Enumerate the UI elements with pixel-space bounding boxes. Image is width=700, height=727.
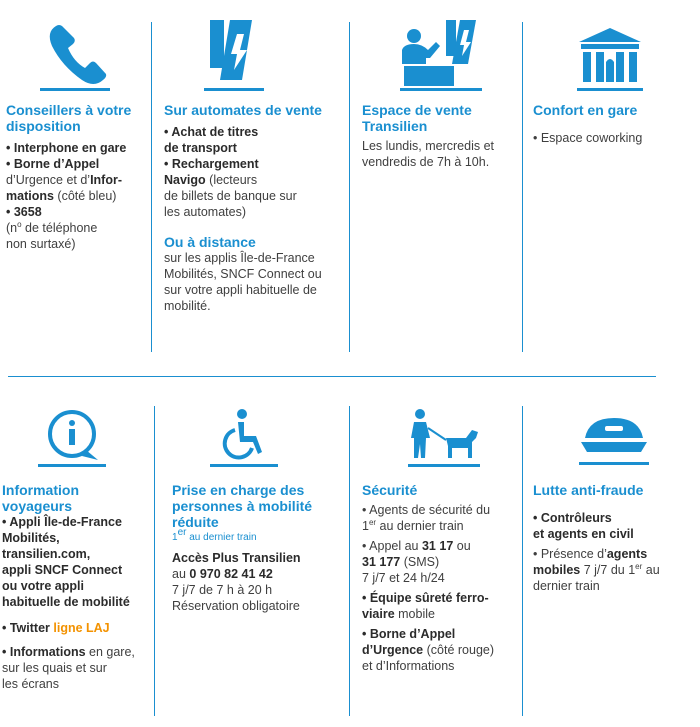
securite-title: Sécurité — [362, 482, 418, 498]
espace-title: Espace de vente Transilien — [362, 102, 472, 134]
pmr-subtitle: 1er au dernier train — [172, 526, 257, 543]
ticket-desk-icon — [400, 20, 482, 92]
separator-bottom-2 — [349, 406, 350, 716]
automates-automates: les automates) — [164, 205, 246, 219]
conseillers-borne-detail-2: mations (côté bleu) — [6, 189, 117, 203]
espace-line-2: vendredis de 7h à 10h. — [362, 155, 490, 169]
conseillers-surtaxe: non surtaxé) — [6, 237, 76, 251]
phone-icon — [40, 20, 110, 92]
information-en-gare: • Informations en gare, — [2, 645, 135, 659]
station-building-icon — [577, 28, 643, 92]
fraude-civil: et agents en civil — [533, 527, 634, 541]
conseillers-title: Conseillers à votre disposition — [6, 102, 132, 134]
information-mobilites: Mobilités, — [2, 531, 60, 545]
automates-transport: de transport — [164, 141, 237, 155]
wheelchair-icon — [208, 408, 280, 468]
securite-sms: 31 177 (SMS) — [362, 555, 440, 569]
automates-navigo: Navigo (lecteurs — [164, 173, 258, 187]
security-agent-dog-icon — [406, 408, 482, 468]
information-transilien: transilien.com, — [2, 547, 91, 561]
automates-achat: • Achat de titres — [164, 125, 259, 139]
ticket-icon — [204, 20, 264, 92]
fraude-title: Lutte anti-fraude — [533, 482, 644, 498]
securite-appel: • Appel au 31 17 ou — [362, 539, 471, 553]
controller-cap-icon — [579, 414, 649, 468]
pmr-phone: au 0 970 82 41 42 — [172, 567, 273, 581]
information-habituelle: habituelle de mobilité — [2, 595, 130, 609]
distance-line-2: Mobilités, SNCF Connect ou — [164, 267, 322, 281]
fraude-controleurs: • Contrôleurs — [533, 511, 612, 525]
confort-title: Confort en gare — [533, 102, 638, 118]
pmr-hours: 7 j/7 de 7 h à 20 h — [172, 583, 273, 597]
conseillers-telephone: ($n^o$ de téléphone — [6, 219, 98, 235]
information-quais: sur les quais et sur — [2, 661, 107, 675]
securite-borne: • Borne d’Appel — [362, 627, 456, 641]
fraude-presence: • Présence d’agents — [533, 547, 648, 561]
pmr-title: Prise en charge des personnes à mobilité réduite — [172, 482, 313, 530]
confort-coworking: • Espace coworking — [533, 131, 643, 145]
fraude-dernier-train: dernier train — [533, 579, 600, 593]
information-twitter: • Twitter ligne LAJ — [2, 621, 110, 635]
distance-line-1: sur les applis Île-de-France — [164, 251, 315, 265]
conseillers-borne-detail: d’Urgence et d’Infor- — [6, 173, 123, 187]
distance-line-3: sur votre appli habituelle de — [164, 283, 317, 297]
information-votre-appli: ou votre appli — [2, 579, 84, 593]
securite-agents: • Agents de sécurité du — [362, 503, 491, 517]
securite-urgence: d’Urgence (côté rouge) — [362, 643, 495, 657]
securite-equipe: • Équipe sûreté ferro- — [362, 591, 489, 605]
info-bubble-icon — [36, 408, 108, 468]
espace-line-1: Les lundis, mercredis et — [362, 139, 495, 153]
information-title: Information voyageurs — [2, 482, 79, 514]
information-ecrans: les écrans — [2, 677, 59, 691]
conseillers-interphone: • Interphone en gare — [6, 141, 127, 155]
distance-title: Ou à distance — [164, 234, 256, 250]
securite-agents-2: 1er au dernier train — [362, 517, 464, 533]
automates-title: Sur automates de vente — [164, 102, 322, 118]
separator-bottom-1 — [154, 406, 155, 716]
separator-bottom-3 — [522, 406, 523, 716]
pmr-reservation: Réservation obligatoire — [172, 599, 300, 613]
automates-rechargement: • Rechargement — [164, 157, 259, 171]
conseillers-borne: • Borne d’Appel — [6, 157, 100, 171]
pmr-acces-plus: Accès Plus Transilien — [172, 551, 301, 565]
distance-line-4: mobilité. — [164, 299, 211, 313]
securite-informations: et d’Informations — [362, 659, 455, 673]
fraude-mobiles: mobiles 7 j/7 du 1er au — [533, 561, 660, 577]
automates-billets: de billets de banque sur — [164, 189, 297, 203]
separator-horizontal — [8, 376, 656, 377]
securite-hours: 7 j/7 et 24 h/24 — [362, 571, 445, 585]
separator-top-2 — [349, 22, 350, 352]
conseillers-3658: • 3658 — [6, 205, 42, 219]
information-sncf: appli SNCF Connect — [2, 563, 123, 577]
separator-top-3 — [522, 22, 523, 352]
information-appli: • Appli Île-de-France — [2, 515, 122, 529]
securite-mobile: viaire mobile — [362, 607, 435, 621]
